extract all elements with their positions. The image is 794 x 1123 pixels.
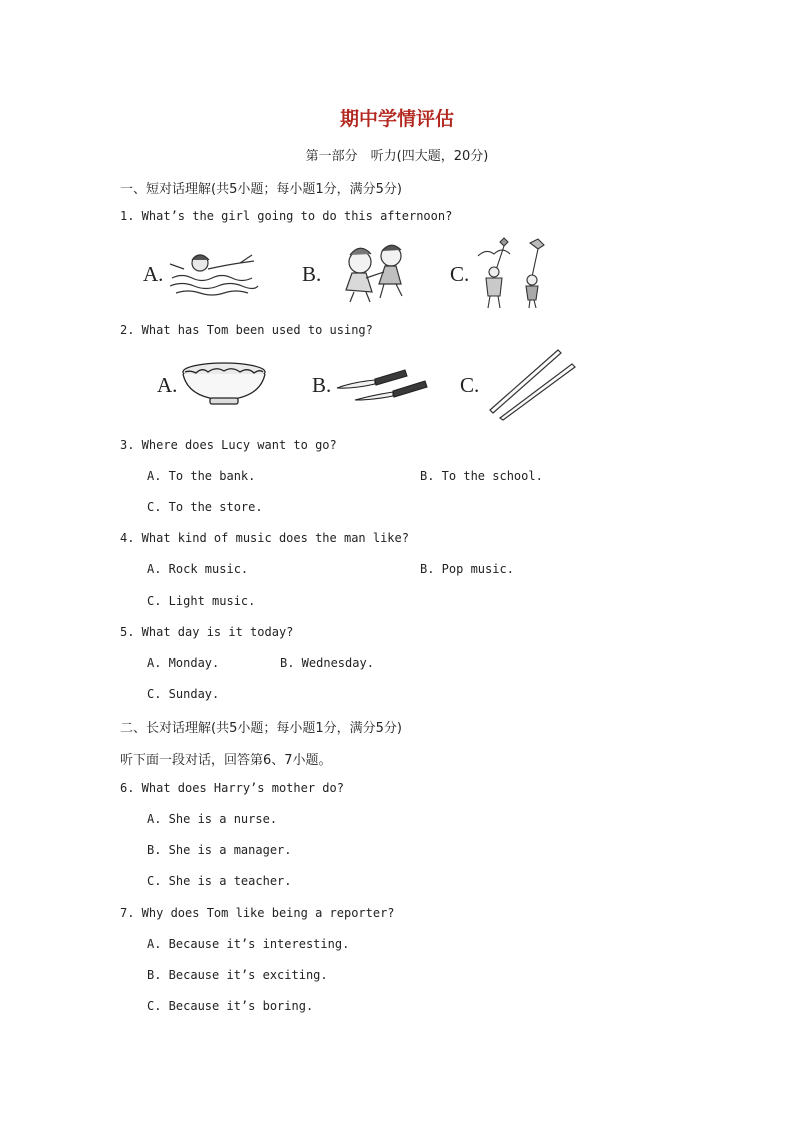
q3-option-b: B. To the school. [420, 469, 543, 483]
chopsticks-image [488, 346, 580, 420]
section-subtitle: 第一部分 听力(四大题，20分) [305, 149, 489, 164]
q3-option-a: A. To the bank. [147, 469, 256, 483]
q3-option-c: C. To the store. [147, 500, 263, 514]
question-6: 6. What does Harry’s mother do? [120, 781, 344, 795]
q1-option-b-label: B. [302, 262, 322, 286]
q5-option-c: C. Sunday. [147, 687, 220, 701]
two-kids-playing-image [330, 240, 412, 304]
q2-option-c-label: C. [460, 373, 480, 397]
page-title: 期中学情评估 [339, 108, 454, 130]
q7-option-c: C. Because it’s boring. [147, 999, 314, 1013]
section-two-instruction: 听下面一段对话，回答第6、7小题。 [120, 753, 332, 768]
section-two-heading: 二、长对话理解(共5小题；每小题1分，满分5分) [120, 721, 402, 736]
q4-option-a: A. Rock music. [147, 562, 249, 576]
question-1: 1. What’s the girl going to do this afternoon? [120, 209, 453, 223]
swimming-girl-image [168, 242, 260, 297]
q7-option-a: A. Because it’s interesting. [147, 937, 350, 951]
kids-flying-kites-image [474, 236, 554, 310]
q2-option-a-label: A. [157, 373, 178, 397]
question-2: 2. What has Tom been used to using? [120, 323, 373, 337]
question-7: 7. Why does Tom like being a reporter? [120, 906, 395, 920]
knives-image [335, 362, 431, 404]
question-4: 4. What kind of music does the man like? [120, 531, 409, 545]
bowl-image [180, 358, 268, 408]
q6-option-a: A. She is a nurse. [147, 812, 278, 826]
question-5: 5. What day is it today? [120, 625, 294, 639]
q5-option-a: A. Monday. [147, 656, 220, 670]
q2-option-b-label: B. [312, 373, 332, 397]
question-3: 3. Where does Lucy want to go? [120, 438, 337, 452]
q4-option-b: B. Pop music. [420, 562, 514, 576]
q5-option-b: B. Wednesday. [280, 656, 374, 670]
q7-option-b: B. Because it’s exciting. [147, 968, 328, 982]
q6-option-b: B. She is a manager. [147, 843, 292, 857]
q4-option-c: C. Light music. [147, 594, 256, 608]
section-one-heading: 一、短对话理解(共5小题；每小题1分，满分5分) [120, 182, 402, 197]
q6-option-c: C. She is a teacher. [147, 874, 292, 888]
q1-option-c-label: C. [450, 262, 470, 286]
q1-option-a-label: A. [143, 262, 164, 286]
